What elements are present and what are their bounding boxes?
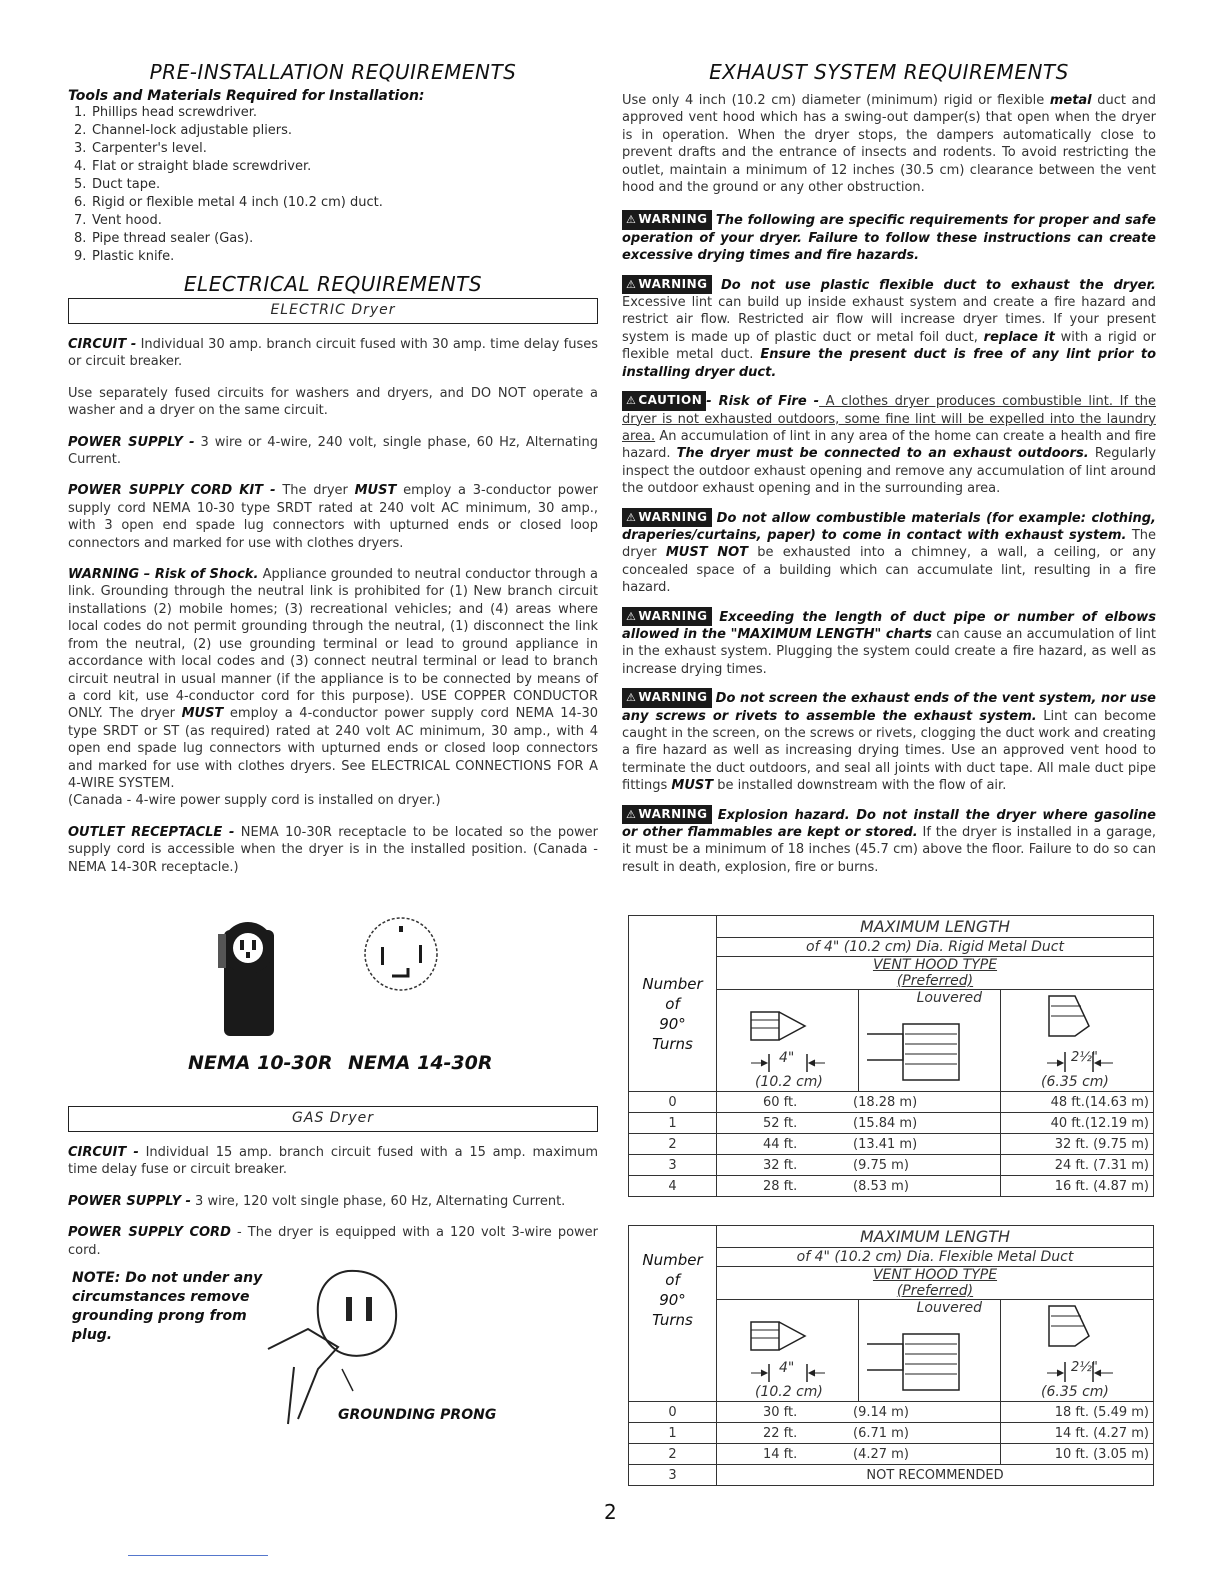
vent-hood-preferred-cell: 4" (10.2 cm): [717, 990, 859, 1092]
warning-triangle-icon: ⚠: [626, 691, 637, 705]
exhaust-title: EXHAUST SYSTEM REQUIREMENTS: [709, 60, 1069, 84]
table-title: MAXIMUM LENGTH: [717, 1226, 1154, 1248]
warning-triangle-icon: ⚠: [626, 609, 637, 623]
table-subtitle: of 4" (10.2 cm) Dia. Rigid Metal Duct: [717, 938, 1154, 957]
warning-badge: ⚠ WARNING: [622, 805, 712, 824]
table-row: 2 14 ft. (4.27 m) 10 ft. (3.05 m): [629, 1444, 1154, 1465]
rigid-duct-table: [628, 915, 1154, 1197]
electrical-title: ELECTRICAL REQUIREMENTS: [183, 272, 483, 296]
louvered-hood-icon: [863, 1014, 993, 1084]
receptacle-illustration: [68, 902, 598, 1052]
table-title: MAXIMUM LENGTH: [717, 916, 1154, 938]
exhaust-intro: Use only 4 inch (10.2 cm) diameter (minimum) rigid or flexible metal duct and approved vent hood which has a swing-out damper(s) that open when the dryer is in operation. When the dryer stops, the dampers automatically close to prevent drafts and the entrance of insects and rodents. To avoid restricting the outlet, maintain a minimum of 12 inches (30.5 cm) clearance between the vent hood and the ground or any other obstruction.: [622, 93, 1156, 196]
list-item: 9. Plastic knife.: [74, 249, 175, 264]
table-row: 3 NOT RECOMMENDED: [629, 1465, 1154, 1486]
warning-2: ⚠ WARNING Do not use plastic flexible duct to exhaust the dryer. Excessive lint can build up inside exhaust system and create a fire hazard and restrict air flow. Restricted air flow will increase dryer times. If your present system is made up of plastic duct or metal foil duct, replace it with a rigid or flexible metal duct. Ensure the present duct is free of any lint prior to installing dryer duct.: [622, 276, 1157, 380]
list-item: 2. Channel-lock adjustable pliers.: [74, 123, 293, 138]
warning-badge: ⚠ WARNING: [622, 688, 712, 707]
warning-3: ⚠ WARNING Do not allow combustible materials (for example: clothing, draperies/curtains, paper) to come in contact with exhaust system. The dryer MUST NOT be exhausted into a chimney, a wall, a ceiling, or any concealed space of a building which can accumulate lint, resulting in a fire hazard.: [622, 509, 1157, 596]
left-column: [68, 60, 598, 1429]
list-item: 6. Rigid or flexible metal 4 inch (10.2 cm) duct.: [74, 195, 383, 210]
tools-title: Tools and Materials Required for Installation:: [68, 88, 425, 104]
vent-hood-louvered-cell: Louvered: [859, 1300, 1001, 1402]
vent-hood-type: VENT HOOD TYPE (Preferred): [717, 1267, 1154, 1300]
warning-badge: ⚠ WARNING: [622, 210, 712, 229]
table-row: 4 28 ft. (8.53 m) 16 ft. (4.87 m): [629, 1176, 1154, 1197]
electric-dryer-box: ELECTRIC Dryer: [68, 298, 598, 324]
grounding-note: NOTE: Do not under any circumstances remove grounding prong from plug.: [72, 1270, 263, 1343]
table-row: 1 22 ft. (6.71 m) 14 ft. (4.27 m): [629, 1423, 1154, 1444]
vent-hood-third-cell: 2½" (6.35 cm): [1001, 1300, 1154, 1402]
plug-area: [68, 1259, 598, 1429]
tools-list: [74, 104, 598, 266]
warning-badge: ⚠ WARNING: [622, 508, 712, 527]
table-row: 0 30 ft. (9.14 m) 18 ft. (5.49 m): [629, 1402, 1154, 1423]
turns-label-cell: Number of 90° Turns: [629, 916, 717, 1092]
table-subtitle: of 4" (10.2 cm) Dia. Flexible Metal Duct: [717, 1248, 1154, 1267]
shock-warning-paragraph: WARNING – Risk of Shock. Appliance grounded to neutral conductor through a link. Grounding through the neutral link is prohibited for (1) New branch circuit installations (2) mobile homes; (3) recreational vehicles; and (4) areas where local codes do not permit grounding through the neutral, (1) disconnect the link from the neutral, (2) use grounding terminal or lead to ground appliance in accordance with local codes and (3) connect neutral terminal or lead to branch circuit neutral in usual manner (if the appliance is to be connected by means of a cord kit, use 4-conductor cord for this purpose). USE COPPER CONDUCTOR ONLY. The dryer MUST employ a 4-conductor power supply cord NEMA 14-30 type SRDT or ST (as required) rated at 240 volt AC minimum, 30 amp., with 4 open end spade lug connectors with upturned ends or closed loop connectors and marked for use with clothes dryers. See ELECTRICAL CONNECTIONS FOR A 4-WIRE SYSTEM. (Canada - 4-wire power supply cord is installed on dryer.): [68, 567, 599, 809]
nema-labels: [68, 1052, 598, 1082]
caution-badge: ⚠ CAUTION: [622, 391, 706, 410]
circuit-paragraph: CIRCUIT - Individual 30 amp. branch circuit fused with 30 amp. time delay fuses or circuit breaker.: [68, 337, 598, 370]
list-item: 5. Duct tape.: [74, 177, 161, 192]
page-number: 2: [604, 1500, 617, 1524]
list-item: 7. Vent hood.: [74, 213, 162, 228]
vent-hood-third-cell: 2½" (6.35 cm): [1001, 990, 1154, 1092]
separate-circuits-paragraph: Use separately fused circuits for washers and dryers, and DO NOT operate a washer and a dryer on the same circuit.: [68, 385, 598, 419]
warning-triangle-icon: ⚠: [626, 213, 637, 227]
caution-1: ⚠ CAUTION - Risk of Fire - A clothes dryer produces combustible lint. If the dryer is not exhausted outdoors, some fine lint will be expelled into the laundry area. An accumulation of lint in any area of the home can create a health and fire hazard. The dryer must be connected to an exhaust outdoors. Regularly inspect the outdoor exhaust opening and remove any accumulation of lint around the outdoor exhaust opening and in the surrounding area.: [622, 393, 1156, 497]
warning-badge: ⚠ WARNING: [622, 275, 712, 294]
warning-5: ⚠ WARNING Do not screen the exhaust ends of the vent system, nor use any screws or rivets to assemble the exhaust system. Lint can become caught in the screen, on the screws or rivets, clogging the duct work and creating a fire hazard as well as increasing drying times. Use an approved vent hood to terminate the duct outdoors, and seal all joints with duct tape. All male duct pipe fittings MUST be installed downstream with the flow of air.: [622, 690, 1156, 794]
footer-rule: [128, 1555, 268, 1556]
vent-hood-louvered-cell: Louvered: [859, 990, 1001, 1092]
warning-triangle-icon: ⚠: [626, 807, 637, 821]
table-row: 1 52 ft. (15.84 m) 40 ft.(12.19 m): [629, 1113, 1154, 1134]
warning-6: ⚠ WARNING Explosion hazard. Do not install the dryer where gasoline or other flammables are kept or stored. If the dryer is installed in a garage, it must be a minimum of 18 inches (45.7 cm) above the floor. Failure to do so can result in death, explosion, fire or burns.: [622, 806, 1157, 875]
turns-label-cell: Number of 90° Turns: [629, 1226, 717, 1402]
power-supply-paragraph: POWER SUPPLY - 3 wire or 4-wire, 240 volt, single phase, 60 Hz, Alternating Current.: [68, 434, 599, 468]
nema-14-30r-label: NEMA 14-30R: [348, 1051, 493, 1074]
list-item: 4. Flat or straight blade screwdriver.: [74, 159, 312, 174]
table-row: 3 32 ft. (9.75 m) 24 ft. (7.31 m): [629, 1155, 1154, 1176]
list-item: 8. Pipe thread sealer (Gas).: [74, 231, 254, 246]
plug-illustration: [258, 1259, 438, 1429]
table-row: 0 60 ft. (18.28 m) 48 ft.(14.63 m): [629, 1092, 1154, 1113]
not-recommended-cell: NOT RECOMMENDED: [717, 1465, 1154, 1486]
outlet-receptacle-paragraph: OUTLET RECEPTACLE - NEMA 10-30R receptacle to be located so the power supply cord is accessible when the dryer is in the installed position. (Canada - NEMA 14-30R receptacle.): [68, 824, 598, 875]
list-item: 1. Phillips head screwdriver.: [74, 105, 258, 120]
gas-cord-paragraph: POWER SUPPLY CORD - The dryer is equipped with a 120 volt 3-wire power cord.: [68, 1225, 599, 1258]
warning-triangle-icon: ⚠: [626, 510, 637, 524]
table-row: 2 44 ft. (13.41 m) 32 ft. (9.75 m): [629, 1134, 1154, 1155]
right-column: [622, 60, 1156, 876]
outlet-illustrations: [68, 902, 598, 1052]
vent-hood-type: VENT HOOD TYPE (Preferred): [717, 957, 1154, 990]
vent-hood-preferred-cell: 4" (10.2 cm): [717, 1300, 859, 1402]
gas-power-paragraph: POWER SUPPLY - 3 wire, 120 volt single phase, 60 Hz, Alternating Current.: [68, 1193, 566, 1209]
list-item: 3. Carpenter's level.: [74, 141, 207, 156]
grounding-prong-label: GROUNDING PRONG: [338, 1407, 497, 1423]
pre-installation-title: PRE-INSTALLATION REQUIREMENTS: [149, 60, 517, 84]
gas-circuit-paragraph: CIRCUIT - Individual 15 amp. branch circuit fused with a 15 amp. maximum time delay fuse or circuit breaker.: [68, 1144, 598, 1178]
flexible-duct-table: [628, 1225, 1154, 1486]
warning-triangle-icon: ⚠: [626, 277, 637, 291]
warning-4: ⚠ WARNING Exceeding the length of duct pipe or number of elbows allowed in the "MAXIMUM LENGTH" charts can cause an accumulation of lint in the exhaust system. Plugging the system could create a fire hazard, as well as increase drying times.: [622, 608, 1156, 677]
nema-10-30r-label: NEMA 10-30R: [188, 1051, 333, 1074]
warning-badge: ⚠ WARNING: [622, 607, 712, 626]
cord-kit-paragraph: POWER SUPPLY CORD KIT - The dryer MUST employ a 3-conductor power supply cord NEMA 10-30 type SRDT rated at 240 volt AC minimum, 30 amp., with 3 open end spade lug connectors with upturned ends or closed loop connectors and marked for use with clothes dryers.: [68, 483, 598, 551]
warning-1: ⚠ WARNING The following are specific requirements for proper and safe operation of your dryer. Failure to follow these instructions can create excessive drying times and fire hazards.: [622, 212, 1156, 264]
louvered-hood-icon: [863, 1324, 993, 1394]
warning-triangle-icon: ⚠: [626, 394, 637, 408]
gas-dryer-box: GAS Dryer: [68, 1106, 598, 1132]
